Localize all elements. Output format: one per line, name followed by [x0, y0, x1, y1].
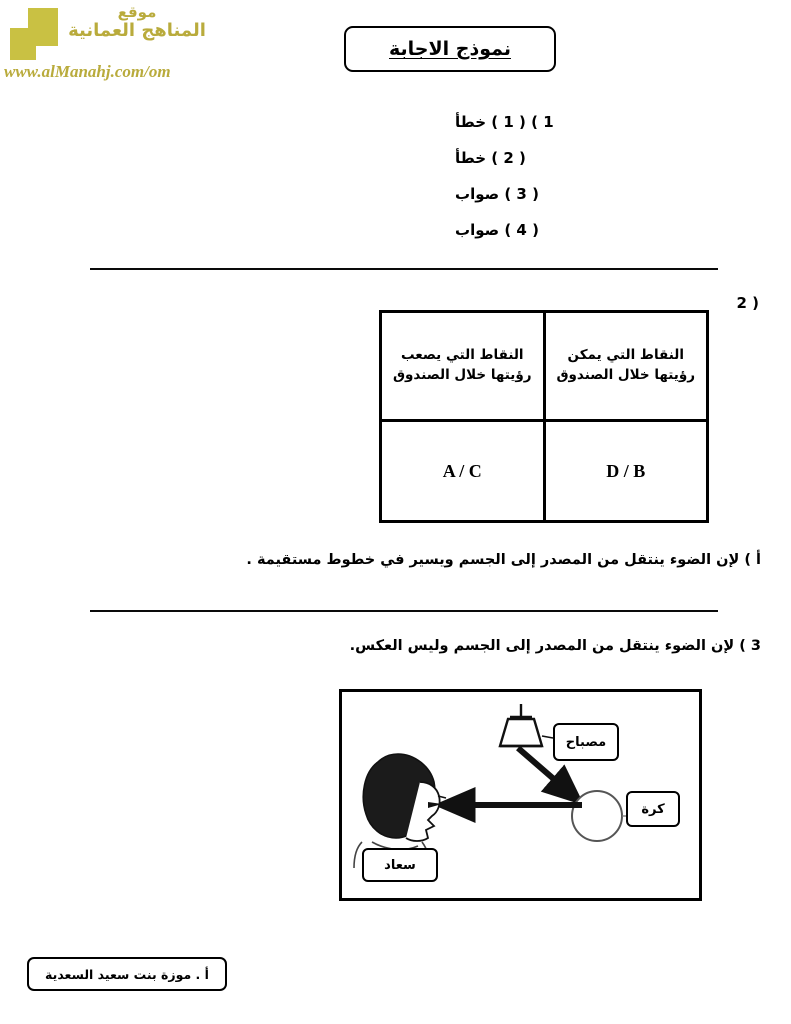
- question1-answer-list: [455, 104, 755, 248]
- answer-item: ( 3 ) صواب: [455, 185, 539, 203]
- teacher-name: أ . موزة بنت سعيد السعدية: [45, 966, 209, 982]
- table-header-visible: النقاط التي يمكن رؤيتها خلال الصندوق: [544, 312, 708, 421]
- page-title: نموذج الاجابة: [389, 38, 511, 60]
- brand-arabic-name: [62, 4, 212, 42]
- page-title-box: [344, 26, 556, 72]
- table-cell-hidden-points: A / C: [381, 421, 545, 522]
- ball-shape: [572, 791, 622, 841]
- brand-line-1: موقع: [117, 3, 157, 21]
- question3-explanation: 3 ) لإن الضوء ينتقل من المصدر إلى الجسم وليس العكس.: [349, 638, 761, 654]
- answer-item: ( 2 ) خطأ: [455, 149, 526, 167]
- table-row: [381, 421, 708, 522]
- section-divider: [90, 610, 718, 612]
- teacher-signature-box: [27, 957, 227, 991]
- answer-item: 1 ) ( 1 ) خطأ: [455, 113, 554, 131]
- brand-url: www.alManahj.com/om: [4, 62, 171, 81]
- site-watermark: [0, 0, 310, 92]
- table-cell-visible-points: D / B: [544, 421, 708, 522]
- brand-line-2: المناهج العمانية: [68, 20, 206, 42]
- light-path-figure: [339, 689, 702, 901]
- table-header-row: [381, 312, 708, 421]
- question2-marker: ( 2: [736, 294, 759, 312]
- almanahj-logo-icon: [6, 8, 64, 60]
- lamp-icon: [500, 704, 553, 746]
- figure-label-lamp: مصباح: [553, 723, 619, 761]
- answer-item: ( 4 ) صواب: [455, 221, 539, 239]
- figure-label-ball: كرة: [626, 791, 680, 827]
- table-header-hidden: النقاط التي يصعب رؤيتها خلال الصندوق: [381, 312, 545, 421]
- figure-label-person: سعاد: [362, 848, 438, 882]
- visibility-points-table: [379, 310, 709, 523]
- question2-explanation: أ ) لإن الضوء ينتقل من المصدر إلى الجسم ويسير في خطوط مستقيمة .: [246, 552, 761, 568]
- section-divider: [90, 268, 718, 270]
